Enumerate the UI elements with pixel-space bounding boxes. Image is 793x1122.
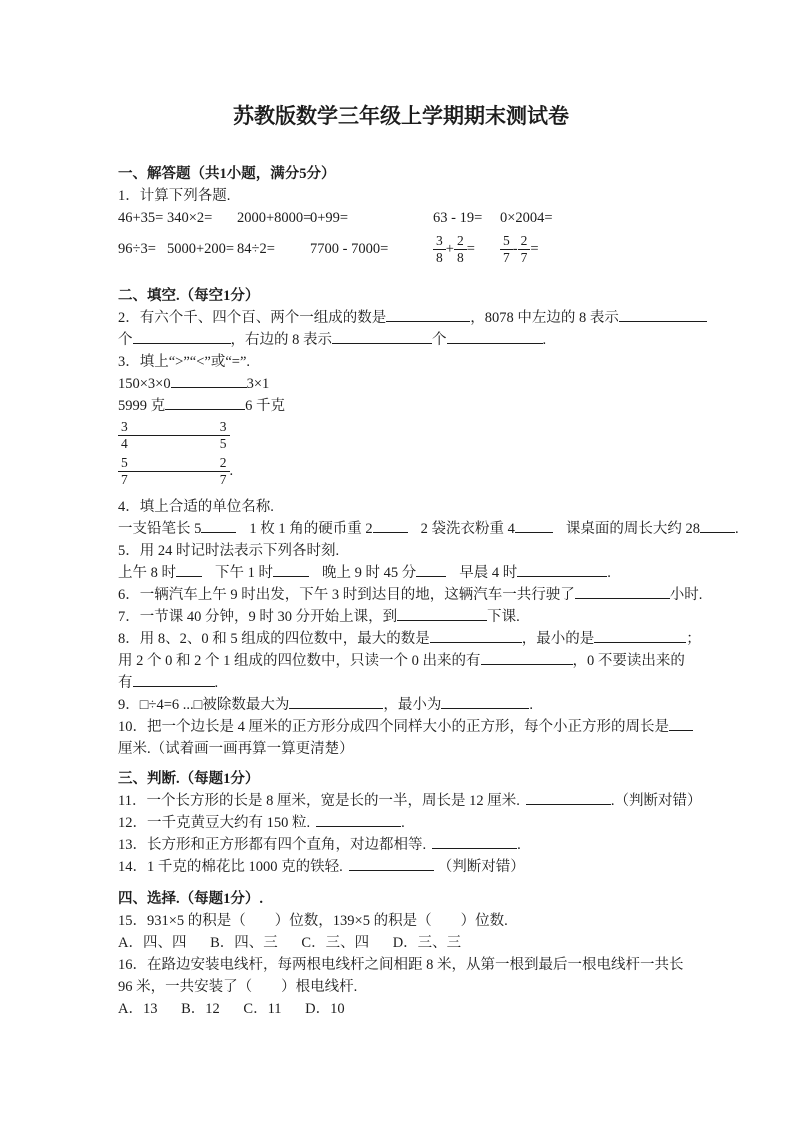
text-segment: ，右边的 8 表示 [230,332,332,348]
text-segment: . [229,462,234,479]
question-8-line-3 [118,672,693,694]
answer-blank [289,694,383,709]
section-2-heading: 二、填空.（每空1分） [118,288,260,304]
fraction-numerator: 2 [454,233,467,249]
question-3-compare-2 [118,395,693,417]
question-2-line-1 [118,307,693,329]
answer-blank [619,307,707,322]
calc-item: 63 - 19= [433,210,483,226]
question-12 [118,812,693,834]
fraction [454,233,467,264]
answer-blank [133,329,231,344]
equals-sign: = [530,241,539,257]
text-segment: 个 [432,332,447,348]
text-segment: 11．一个长方形的长是 8 厘米，宽是长的一半，周长是 12 厘米. [118,793,520,809]
answer-blank [165,395,245,410]
option-b: B．四、三 [210,935,278,951]
question-6 [118,584,703,606]
option-d: D．10 [305,1001,345,1017]
text-segment: ，8078 中左边的 8 表示 [470,310,619,326]
answer-blank [397,606,487,621]
answer-blank [594,628,686,643]
fraction-numerator: 2 [518,233,531,249]
answer-blank [273,562,309,577]
text-segment: 课桌面的周长大约 28 [565,521,700,537]
calc-item: 0+99= [310,210,349,226]
text-segment: 150×3×0 [118,376,171,392]
question-10-line-2: 厘米.（试着画一画再算一算更清楚） [118,741,354,757]
calc-item: 96÷3= [118,241,156,257]
question-10-line-1 [118,716,693,738]
fraction-numerator: 5 [500,233,513,249]
fraction-denominator: 8 [436,249,443,265]
answer-blank [430,628,522,643]
text-segment: 一支铅笔长 5 [118,521,202,537]
fraction [500,233,513,264]
calc-item: 340×2= [167,210,213,226]
text-segment: . [214,675,219,691]
answer-blank [349,856,434,871]
text-segment: 2 袋洗衣粉重 4 [420,521,515,537]
text-segment: . [517,837,521,853]
fraction-denominator: 7 [121,471,128,487]
calc-item: 84÷2= [237,241,275,257]
question-3-compare-3 [118,417,693,453]
fraction-denominator: 7 [520,249,528,265]
answer-blank [131,471,217,472]
calc-item-fraction-add [433,233,500,264]
equals-sign: = [466,241,475,257]
question-4-line [118,518,739,540]
text-segment: 下课. [487,609,520,625]
question-8-line-1 [118,628,701,650]
text-segment: 6．一辆汽车上午 9 时出发，下午 3 时到达目的地，这辆汽车一共行驶了 [118,587,575,603]
answer-blank [416,562,446,577]
fraction [217,455,230,486]
fraction-numerator: 3 [217,419,230,435]
page-title: 苏教版数学三年级上学期期末测试卷 [233,104,569,128]
calc-item: 5000+200= [167,241,235,257]
option-d: D．三、三 [392,935,462,951]
answer-blank [332,329,432,344]
fraction [217,419,230,450]
calc-item-fraction-sub [500,233,539,264]
fraction-numerator: 3 [433,233,446,249]
text-segment: 用 2 个 0 和 2 个 1 组成的四位数中，只读一个 0 出来的有 [118,653,481,669]
fraction-denominator: 5 [219,435,227,451]
text-segment: ； [686,631,701,647]
text-segment: 8．用 8、2、0 和 5 组成的四位数中，最大的数是 [118,631,430,647]
fraction-numerator: 2 [217,455,230,471]
fraction-numerator: 5 [118,455,131,471]
text-segment: 个 [118,332,133,348]
question-4-label: 4．填上合适的单位名称. [118,499,274,515]
answer-blank [669,716,693,731]
calc-item: 7700 - 7000= [310,241,389,257]
question-2-line-2 [118,329,693,351]
question-9 [118,694,693,716]
section-4-heading: 四、选择.（每题1分）. [118,891,263,907]
question-3-label: 3．填上“>”“<”或“=”. [118,354,251,370]
answer-blank [517,562,607,577]
answer-blank [700,518,735,533]
text-segment: 14．1 千克的棉花比 1000 克的铁轻. [118,859,343,875]
text-segment: . [735,521,739,537]
answer-blank [447,329,543,344]
text-segment: 9．□÷4=6 ...□被除数最大为 [118,697,290,713]
text-segment: . [607,565,611,581]
text-segment: （判断对错） [437,859,525,875]
option-b: B．12 [181,1001,220,1017]
answer-blank [386,307,470,322]
section-1-heading: 一、解答题（共1小题，满分5分） [118,166,336,182]
question-8-line-2 [118,650,693,672]
text-segment: . [401,815,405,831]
fraction-denominator: 7 [503,249,510,265]
question-16-options [118,998,693,1020]
calc-item: 2000+8000= [237,210,312,226]
text-segment: 有 [118,675,133,691]
calc-item: 46+35= [118,210,164,226]
answer-blank [441,694,529,709]
text-segment: ，最小的是 [521,631,595,647]
text-segment: 早晨 4 时 [459,565,518,581]
answer-blank [526,790,611,805]
fraction [118,419,131,450]
option-a: A．13 [118,1001,158,1017]
text-segment: 7．一节课 40 分钟，9 时 30 分开始上课，到 [118,609,398,625]
answer-blank [201,518,236,533]
text-segment: 下午 1 时 [215,565,273,581]
text-segment: . [542,332,547,348]
option-a: A．四、四 [118,935,187,951]
question-7 [118,606,693,628]
text-segment: . [529,697,534,713]
fraction-numerator: 3 [118,419,131,435]
answer-blank [432,834,517,849]
text-segment: 2．有六个千、四个百、两个一组成的数是 [118,310,387,326]
question-3-compare-4 [118,453,693,489]
text-segment: 小时. [669,587,703,603]
answer-blank [575,584,670,599]
calc-row-2 [118,229,693,269]
question-5-label: 5．用 24 时记时法表示下列各时刻. [118,543,340,559]
calc-item: 0×2004= [500,210,553,226]
answer-blank [481,650,573,665]
question-13 [118,834,693,856]
text-segment: 12．一千克黄豆大约有 150 粒. [118,815,311,831]
fraction [433,233,446,264]
fraction-denominator: 7 [219,471,227,487]
text-segment: 10．把一个边长是 4 厘米的正方形分成四个同样大小的正方形，每个小正方形的周长是 [118,719,669,735]
text-segment: 1 枚 1 角的硬币重 2 [249,521,373,537]
text-segment: 上午 8 时 [118,565,176,581]
text-segment: ，0 不要读出来的 [572,653,685,669]
question-1-label: 1．计算下列各题. [118,188,231,204]
fraction [518,233,531,264]
question-3-compare-1 [118,373,693,395]
answer-blank [133,672,215,687]
question-15-options [118,932,693,954]
fraction-denominator: 4 [121,435,128,451]
answer-blank [131,435,217,436]
section-3-heading: 三、判断.（每题1分） [118,771,260,787]
text-segment: 3×1 [246,376,270,392]
answer-blank [373,518,408,533]
answer-blank [515,518,553,533]
fraction-denominator: 8 [456,249,464,265]
question-15: 15．931×5 的积是（ ）位数，139×5 的积是（ ）位数. [118,913,508,929]
question-16-line-1: 16．在路边安装电线杆，每两根电线杆之间相距 8 米，从第一根到最后一根电线杆一共长 [118,957,684,973]
text-segment: 5999 克 [118,398,166,414]
question-14 [118,856,693,878]
text-segment: 晚上 9 时 45 分 [322,565,417,581]
text-segment: ，最小为 [383,697,442,713]
answer-blank [316,812,401,827]
question-5-line [118,562,693,584]
fraction [118,455,131,486]
option-c: C．11 [243,1001,282,1017]
text-segment: .（判断对错） [610,793,702,809]
calc-row-1 [118,207,693,229]
answer-blank [171,373,247,388]
operator: + [445,241,454,257]
text-segment: 6 千克 [245,398,285,414]
answer-blank [176,562,202,577]
option-c: C．三、四 [301,935,370,951]
operator: - [512,241,518,257]
text-segment: 13．长方形和正方形都有四个直角，对边都相等. [118,837,427,853]
question-11 [118,790,702,812]
question-16-line-2: 96 米，一共安装了（ ）根电线杆. [118,979,358,995]
